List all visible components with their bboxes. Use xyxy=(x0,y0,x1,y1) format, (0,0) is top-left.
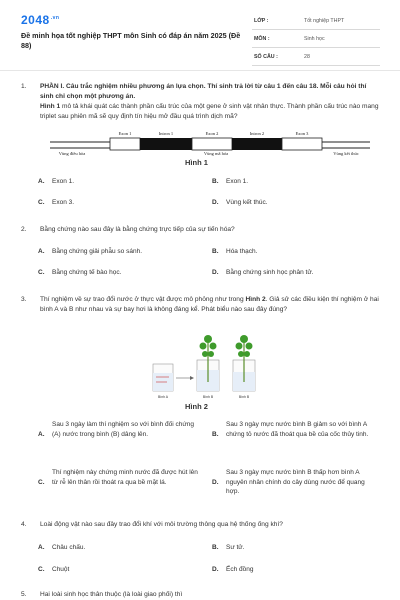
meta-row-class xyxy=(252,16,380,30)
option-text: Exon 1. xyxy=(226,178,249,185)
option-letter: C. xyxy=(38,269,45,276)
figure-1-caption: Hình 1 xyxy=(185,158,208,167)
exon-2-box xyxy=(192,138,232,150)
question-number: 3. xyxy=(21,296,27,303)
exon-3-box xyxy=(282,138,322,150)
figure-label-b: Bình B xyxy=(202,395,214,399)
logo-suffix: .vn xyxy=(50,15,60,21)
figure-label-a: Bình A xyxy=(158,395,168,399)
option-letter: A. xyxy=(38,544,45,551)
option-text: Chuột xyxy=(52,566,70,573)
option-text: Vùng kết thúc. xyxy=(226,199,268,206)
question-5 xyxy=(21,590,381,600)
option-letter: B. xyxy=(212,431,219,438)
option-letter: D. xyxy=(212,566,219,573)
option-text: Châu chấu. xyxy=(52,544,86,551)
option-letter: C. xyxy=(38,566,45,573)
arrow-head xyxy=(190,376,194,380)
intron-1-label: Intron 1 xyxy=(158,131,174,136)
header-divider xyxy=(0,70,400,71)
meta-key: MÔN : xyxy=(254,36,270,42)
question-number: 4. xyxy=(21,521,27,528)
option-text: Bằng chứng tế bào học. xyxy=(52,269,122,276)
meta-value: 28 xyxy=(304,54,310,60)
question-2 xyxy=(21,225,381,237)
figure-ref: Hình 1 xyxy=(40,103,61,110)
question-number: 2. xyxy=(21,226,27,233)
meta-value: Tốt nghiệp THPT xyxy=(304,18,345,24)
question-text: Hai loài sinh học thân thuộc (là loài giao phối) thì xyxy=(40,591,183,598)
meta-row-subject xyxy=(252,34,380,48)
question-number: 1. xyxy=(21,83,27,90)
figure-ref: Hình 2 xyxy=(245,296,266,303)
option-letter: A. xyxy=(38,178,45,185)
part-heading: PHẦN I. Câu trắc nghiệm nhiều phương án lựa chọn. Thí sinh trả lời từ câu 1 đến câu 18. Mỗi câu hỏi thí sinh chỉ chọn một phương án. xyxy=(40,83,367,100)
meta-row-count xyxy=(252,52,380,66)
option-text: Hóa thạch. xyxy=(226,248,258,255)
question-text xyxy=(40,82,380,122)
question-number: 5. xyxy=(21,591,27,598)
figure-label-c: Bình B xyxy=(238,395,250,399)
intron-2-label: Intron 2 xyxy=(249,131,265,136)
option-text: Sau 3 ngày làm thí nghiệm so với bình đối chứng (A) nước trong bình (B) dâng lên. xyxy=(52,421,194,438)
plant-b-leaf xyxy=(204,335,212,343)
option-text: Sư tử. xyxy=(226,544,245,551)
option-text: Exon 1. xyxy=(52,178,75,185)
gene-structure-diagram xyxy=(50,129,370,157)
question-text: Loài động vật nào sau đây trao đổi khí với môi trường thông qua hệ thống ống khí? xyxy=(40,521,283,528)
option-letter: C. xyxy=(38,199,45,206)
option-letter: D. xyxy=(212,269,219,276)
option-letter: B. xyxy=(212,544,219,551)
option-letter: B. xyxy=(212,248,219,255)
intron-2-box xyxy=(232,138,282,150)
exam-meta-table xyxy=(252,16,380,70)
question-4 xyxy=(21,520,381,532)
option-text: Bằng chứng giải phẫu so sánh. xyxy=(52,248,143,255)
logo-text: 2048 xyxy=(21,13,50,27)
question-body: Thí nghiệm về sự trao đổi nước ở thực vật được mô phỏng như trong xyxy=(40,296,246,303)
question-body: mô tả khái quát các thành phần cấu trúc của một gene ở sinh vật nhân thực. Thành phần cấu trúc nào mang triplet sau phiên mã sẽ quy định tín hiệu mở đầu quá trình dịch mã? xyxy=(40,103,379,120)
option-text: Bằng chứng sinh học phân tử. xyxy=(226,269,314,276)
termination-region-label: Vùng kết thúc xyxy=(333,151,359,156)
option-letter: A. xyxy=(38,431,45,438)
question-text xyxy=(40,295,380,315)
meta-value: Sinh học xyxy=(304,36,325,42)
option-text: Sau 3 ngày mực nước bình B giảm so với bình A chứng tỏ nước đã thoát qua bề của cốc thủy tinh. xyxy=(226,421,369,438)
option-text: Thí nghiệm này chứng minh nước đã được hút lên từ rễ lên thân rồi thoát ra qua bề mặt lá. xyxy=(52,469,198,486)
option-letter: D. xyxy=(212,199,219,206)
question-1 xyxy=(21,82,381,232)
exon-3-label: Exon 3 xyxy=(295,131,309,136)
meta-key: SỐ CÂU : xyxy=(254,54,278,60)
exon-1-box xyxy=(110,138,140,150)
option-letter: C. xyxy=(38,479,45,486)
plant-c-leaf xyxy=(240,335,248,343)
question-text: Bằng chứng nào sau đây là bằng chứng trực tiếp của sự tiến hóa? xyxy=(40,226,235,233)
coding-region-label: Vùng mã hóa xyxy=(203,151,229,156)
option-text: Ếch đồng xyxy=(226,566,254,573)
meta-key: LỚP : xyxy=(254,18,269,24)
option-text: Sau 3 ngày mực nước bình B thấp hơn bình A nguyên nhân chính do cây dùng nước để quang hợp. xyxy=(226,469,365,495)
site-logo[interactable] xyxy=(21,13,59,27)
option-letter: D. xyxy=(212,479,219,486)
regulatory-region-label: Vùng điều hòa xyxy=(58,151,86,156)
intron-1-box xyxy=(140,138,192,150)
question-3 xyxy=(21,295,381,331)
exon-2-label: Exon 2 xyxy=(205,131,219,136)
exam-header xyxy=(21,10,381,66)
option-letter: B. xyxy=(212,178,219,185)
exon-1-label: Exon 1 xyxy=(118,131,132,136)
option-text: Exon 3. xyxy=(52,199,75,206)
figure-2-caption: Hình 2 xyxy=(185,402,208,411)
option-letter: A. xyxy=(38,248,45,255)
plant-experiment-figure xyxy=(150,332,280,402)
page-title: Đề minh họa tốt nghiệp THPT môn Sinh có đáp án năm 2025 (Đề 88) xyxy=(21,31,241,50)
question-body-cont: . Giả sử các điều kiện thí nghiệm ở hai bình A và B như nhau và sự bay hơi là không đáng kể. Phát biểu nào sau đây đúng? xyxy=(40,296,379,313)
